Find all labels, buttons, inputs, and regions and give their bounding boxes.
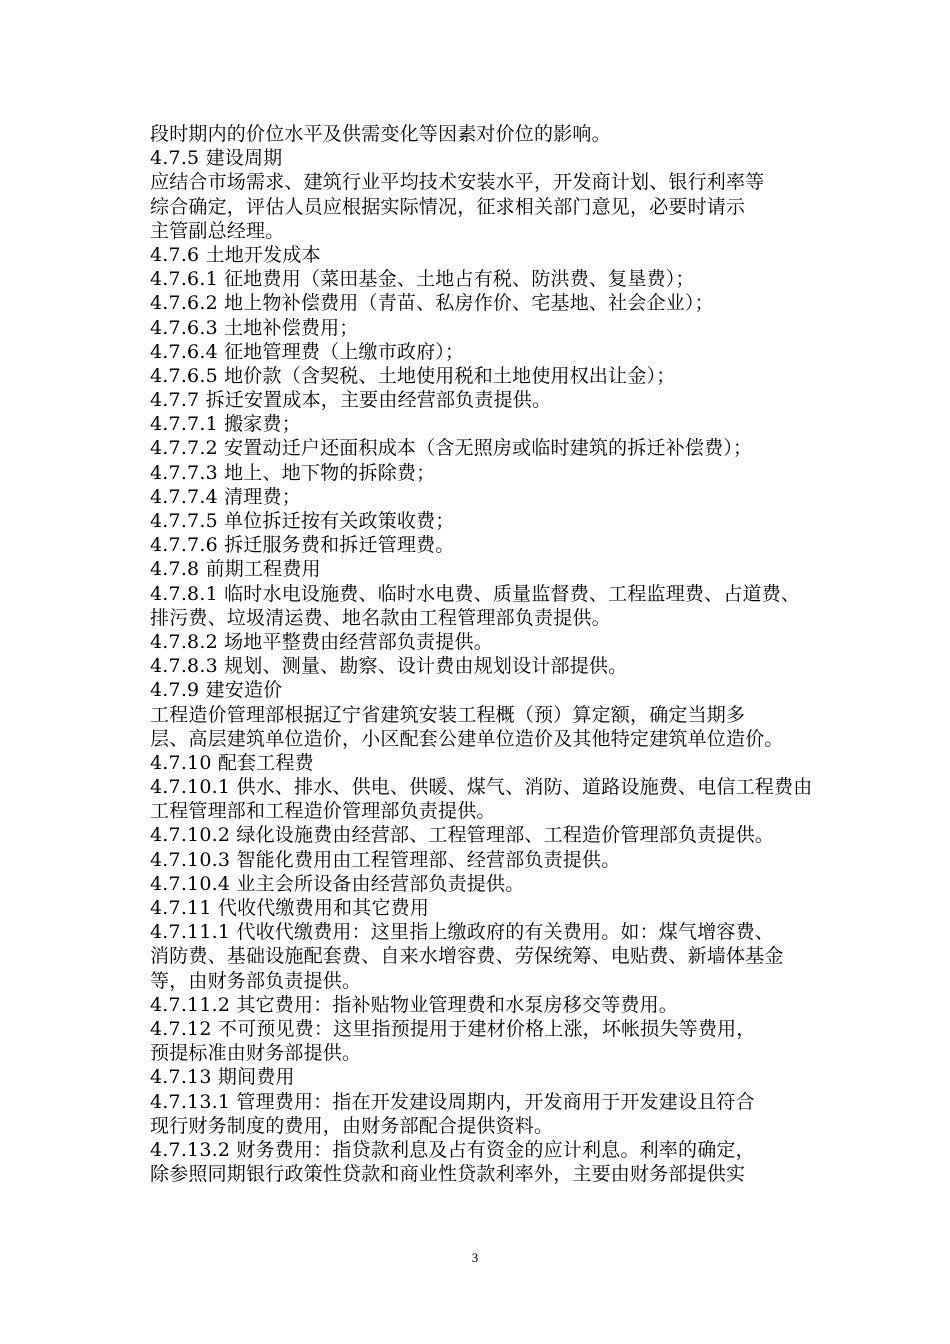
text-line: 现行财务制度的费用，由财务部配合提供资料。: [150, 1114, 554, 1137]
text-line: 4.7.10.1 供水、排水、供电、供暖、煤气、消防、道路设施费、电信工程费由: [150, 776, 813, 799]
text-line: 层、高层建筑单位造价，小区配套公建单位造价及其他特定建筑单位造价。: [150, 727, 784, 750]
text-line: 4.7.9 建安造价: [150, 679, 283, 702]
text-line: 预提标准由财务部提供。: [150, 1042, 362, 1065]
text-line: 除参照同期银行政策性贷款和商业性贷款利率外，主要由财务部提供实: [150, 1163, 746, 1186]
text-line: 4.7.11.2 其它费用：指补贴物业管理费和水泵房移交等费用。: [150, 993, 679, 1016]
text-line: 4.7.8.2 场地平整费由经营部负责提供。: [150, 630, 493, 653]
text-line: 4.7.8.3 规划、测量、勘察、设计费由规划设计部提供。: [150, 655, 628, 678]
text-line: 4.7.10.4 业主会所设备由经营部负责提供。: [150, 872, 525, 895]
text-line: 4.7.10.3 智能化费用由工程管理部、经营部负责提供。: [150, 848, 621, 871]
document-body: [150, 122, 910, 1186]
text-line: 4.7.6.5 地价款（含契税、土地使用税和土地使用权出让金）；: [150, 364, 676, 387]
text-line: 综合确定，评估人员应根据实际情况，征求相关部门意见，必要时请示: [150, 195, 746, 218]
text-line: 4.7.8.1 临时水电设施费、临时水电费、质量监督费、工程监理费、占道费、: [150, 582, 801, 605]
text-line: 4.7.13 期间费用: [150, 1066, 295, 1089]
text-line: 4.7.13.1 管理费用：指在开发建设周期内，开发商用于开发建设且符合: [150, 1090, 755, 1113]
text-line: 消防费、基础设施配套费、自来水增容费、劳保统筹、电贴费、新墙体基金: [150, 945, 784, 968]
text-line: 4.7.13.2 财务费用：指贷款利息及占有资金的应计利息。利率的确定，: [150, 1138, 755, 1161]
text-line: 4.7.11 代收代缴费用和其它费用: [150, 897, 430, 919]
text-line: 4.7.7.2 安置动迁户还面积成本（含无照房或临时建筑的拆迁补偿费）；: [150, 437, 753, 460]
text-line: 4.7.10 配套工程费: [150, 751, 314, 774]
text-line: 4.7.7 拆迁安置成本，主要由经营部负责提供。: [150, 389, 552, 412]
text-line: 4.7.6.4 征地管理费（上缴市政府）；: [150, 340, 465, 363]
text-line: 排污费、垃圾清运费、地名款由工程管理部负责提供。: [150, 606, 611, 629]
text-line: 4.7.6.2 地上物补偿费用（青苗、私房作价、宅基地、社会企业）；: [150, 292, 714, 315]
text-line: 4.7.12 不可预见费：这里指预提用于建材价格上涨，坏帐损失等费用，: [150, 1017, 756, 1040]
text-line: 4.7.8 前期工程费用: [150, 558, 321, 581]
text-line: 4.7.6.1 征地费用（菜田基金、土地占有税、防洪费、复垦费）；: [150, 268, 695, 291]
text-line: 4.7.7.4 清理费；: [150, 485, 301, 508]
text-line: 段时期内的价位水平及供需变化等因素对价位的影响。: [150, 123, 611, 145]
text-line: 4.7.10.2 绿化设施费由经营部、工程管理部、工程造价管理部负责提供。: [150, 824, 775, 847]
text-line: 4.7.7.6 拆迁服务费和拆迁管理费。: [150, 534, 455, 557]
page-number: 3: [471, 1250, 479, 1265]
text-line: 4.7.5 建设周期: [150, 147, 283, 170]
text-line: 工程造价管理部根据辽宁省建筑安装工程概（预）算定额，确定当期多: [150, 703, 746, 726]
text-line: 4.7.7.5 单位拆迁按有关政策收费；: [150, 510, 455, 532]
text-line: 应结合市场需求、建筑行业平均技术安装水平，开发商计划、银行利率等: [150, 171, 765, 194]
text-line: 等，由财务部负责提供。: [150, 969, 362, 992]
text-line: 4.7.11.1 代收代缴费用：这里指上缴政府的有关费用。如：煤气增容费、: [150, 921, 775, 944]
text-line: 4.7.6 土地开发成本: [150, 243, 321, 266]
text-line: 4.7.7.3 地上、地下物的拆除费；: [150, 461, 436, 484]
text-line: 主管副总经理。: [150, 219, 285, 242]
text-line: 4.7.7.1 搬家费；: [150, 413, 301, 436]
text-line: 工程管理部和工程造价管理部负责提供。: [150, 800, 496, 823]
text-line: 4.7.6.3 土地补偿费用；: [150, 316, 359, 339]
